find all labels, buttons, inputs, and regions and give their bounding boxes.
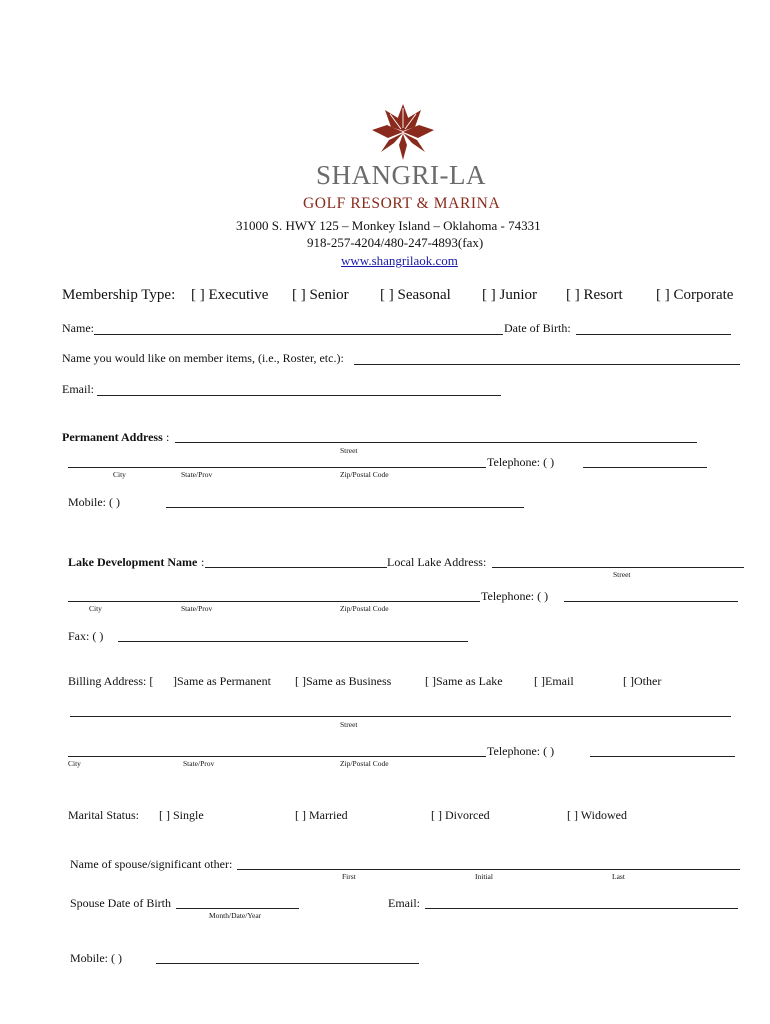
membership-option-senior[interactable]: [ ] Senior (292, 287, 349, 303)
lake-development-name-field[interactable] (205, 567, 387, 568)
spouse-email-field[interactable] (425, 908, 738, 909)
member-items-name-field[interactable] (354, 364, 740, 365)
local-lake-address-label: Local Lake Address: (387, 555, 487, 569)
marital-option-widowed[interactable]: [ ] Widowed (567, 808, 627, 822)
marital-option-married[interactable]: [ ] Married (295, 808, 348, 822)
spouse-dob-field[interactable] (176, 908, 299, 909)
billing-zip-hint: Zip/Postal Code (340, 759, 389, 768)
brand-name: SHANGRI-LA (316, 160, 486, 190)
billing-address-label: Billing Address: [ (68, 674, 154, 688)
billing-option-same-as-lake[interactable]: [ ]Same as Lake (425, 674, 503, 688)
permanent-city-state-zip-field[interactable] (68, 467, 486, 468)
permanent-zip-hint: Zip/Postal Code (340, 470, 389, 479)
billing-telephone-field[interactable] (590, 756, 735, 757)
permanent-state-hint: State/Prov (181, 470, 213, 479)
lake-fax-field[interactable] (118, 641, 468, 642)
lake-fax-label: Fax: ( ) (68, 629, 104, 643)
permanent-telephone-label: Telephone: ( ) (487, 455, 555, 469)
permanent-city-hint: City (113, 470, 126, 479)
membership-option-corporate[interactable]: [ ] Corporate (656, 287, 734, 303)
member-items-name-label: Name you would like on member items, (i.e., Roster, etc.): (62, 351, 344, 365)
billing-state-hint: State/Prov (183, 759, 215, 768)
email-field[interactable] (97, 395, 501, 396)
billing-option-same-as-permanent[interactable]: ]Same as Permanent (173, 674, 271, 688)
permanent-address-colon: : (166, 430, 170, 444)
billing-option-same-as-business[interactable]: [ ]Same as Business (295, 674, 392, 688)
spouse-first-hint: First (342, 872, 356, 881)
billing-city-hint: City (68, 759, 81, 768)
brand-subtitle: GOLF RESORT & MARINA (303, 195, 501, 212)
spouse-mobile-field[interactable] (156, 963, 419, 964)
lake-telephone-field[interactable] (564, 601, 738, 602)
marital-option-divorced[interactable]: [ ] Divorced (431, 808, 490, 822)
permanent-address-label: Permanent Address (62, 430, 163, 444)
membership-option-seasonal[interactable]: [ ] Seasonal (380, 287, 451, 303)
spouse-last-hint: Last (612, 872, 625, 881)
date-of-birth-label: Date of Birth: (504, 321, 571, 335)
resort-website-link[interactable]: www.shangrilaok.com (341, 253, 458, 268)
lake-street-hint: Street (613, 570, 631, 579)
billing-option-other[interactable]: [ ]Other (623, 674, 662, 688)
lake-development-name-label: Lake Development Name (68, 555, 198, 569)
local-lake-address-field[interactable] (492, 567, 744, 568)
name-label: Name: (62, 321, 94, 335)
billing-street-hint: Street (340, 720, 358, 729)
membership-type-label: Membership Type: (62, 287, 176, 303)
marital-status-label: Marital Status: (68, 808, 139, 822)
billing-option-email[interactable]: [ ]Email (534, 674, 574, 688)
lake-city-hint: City (89, 604, 102, 613)
email-label: Email: (62, 382, 94, 396)
spouse-initial-hint: Initial (475, 872, 493, 881)
lake-telephone-label: Telephone: ( ) (481, 589, 549, 603)
spouse-dob-label: Spouse Date of Birth (70, 896, 171, 910)
lake-zip-hint: Zip/Postal Code (340, 604, 389, 613)
spouse-name-field[interactable] (237, 869, 740, 870)
resort-address: 31000 S. HWY 125 – Monkey Island – Oklahoma - 74331 (236, 218, 541, 233)
billing-city-state-zip-field[interactable] (68, 756, 486, 757)
spouse-email-label: Email: (388, 896, 420, 910)
membership-option-resort[interactable]: [ ] Resort (566, 287, 623, 303)
membership-option-junior[interactable]: [ ] Junior (482, 287, 537, 303)
shangri-la-logo (368, 100, 438, 162)
billing-telephone-label: Telephone: ( ) (487, 744, 555, 758)
permanent-mobile-label: Mobile: ( ) (68, 495, 120, 509)
lake-city-state-zip-field[interactable] (68, 601, 480, 602)
spouse-dob-hint: Month/Date/Year (209, 911, 262, 920)
billing-street-field[interactable] (70, 716, 731, 717)
lake-development-colon: : (201, 555, 205, 569)
marital-option-single[interactable]: [ ] Single (159, 808, 204, 822)
permanent-mobile-field[interactable] (166, 507, 524, 508)
resort-phones: 918-257-4204/480-247-4893(fax) (307, 235, 484, 250)
permanent-street-field[interactable] (175, 442, 697, 443)
name-field[interactable] (94, 334, 503, 335)
lake-state-hint: State/Prov (181, 604, 213, 613)
spouse-name-label: Name of spouse/significant other: (70, 857, 233, 871)
permanent-street-hint: Street (340, 446, 358, 455)
spouse-mobile-label: Mobile: ( ) (70, 951, 122, 965)
permanent-telephone-field[interactable] (583, 467, 707, 468)
date-of-birth-field[interactable] (576, 334, 731, 335)
membership-option-executive[interactable]: [ ] Executive (191, 287, 269, 303)
